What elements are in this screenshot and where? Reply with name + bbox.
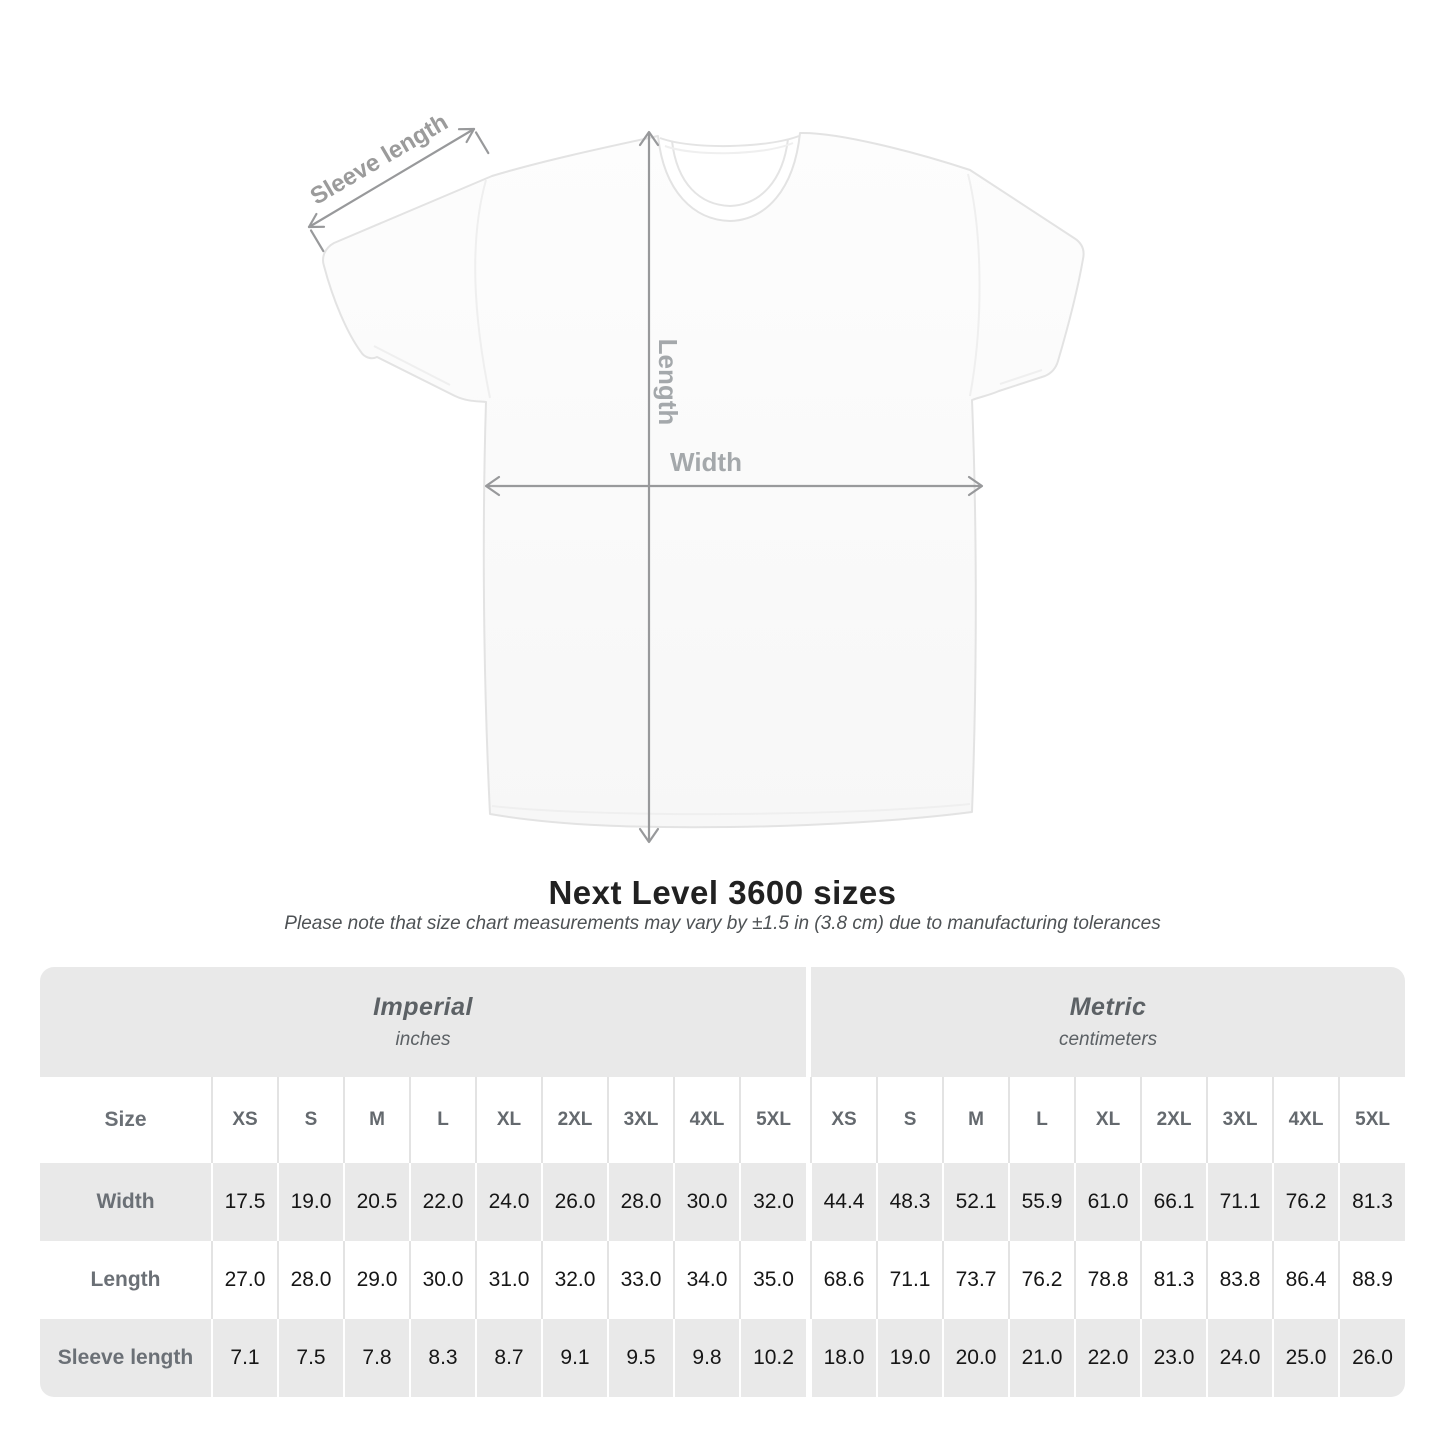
collar-back-line (660, 136, 799, 146)
length-imperial-xs: 27.0 (212, 1241, 278, 1319)
length-metric-2xl: 81.3 (1141, 1241, 1207, 1319)
width-row (40, 1163, 1405, 1241)
sleeve-imperial-2xl: 9.1 (542, 1319, 608, 1397)
length-imperial-s: 28.0 (278, 1241, 344, 1319)
length-metric-5xl: 88.9 (1339, 1241, 1405, 1319)
length-metric-s: 71.1 (877, 1241, 943, 1319)
metric-col-header-3xl: 3XL (1207, 1077, 1273, 1163)
width-metric-l: 55.9 (1009, 1163, 1075, 1241)
sleeve-length-label: Sleeve length (305, 108, 453, 211)
width-metric-xs: 44.4 (811, 1163, 877, 1241)
length-imperial-4xl: 34.0 (674, 1241, 740, 1319)
sleeve-imperial-m: 7.8 (344, 1319, 410, 1397)
sleeve-metric-xl: 22.0 (1075, 1319, 1141, 1397)
width-imperial-xl: 24.0 (476, 1163, 542, 1241)
size-chart-title: Next Level 3600 sizes (548, 874, 897, 911)
row-label-sleeve-length: Sleeve length (40, 1319, 212, 1397)
length-metric-4xl: 86.4 (1273, 1241, 1339, 1319)
length-metric-3xl: 83.8 (1207, 1241, 1273, 1319)
length-imperial-l: 30.0 (410, 1241, 476, 1319)
length-label: Length (653, 338, 683, 426)
length-imperial-5xl: 35.0 (740, 1241, 806, 1319)
imperial-section-header (40, 967, 806, 1077)
sleeve-metric-l: 21.0 (1009, 1319, 1075, 1397)
metric-col-header-l: L (1009, 1077, 1075, 1163)
sleeve-imperial-s: 7.5 (278, 1319, 344, 1397)
unit-band-row (40, 967, 1405, 1077)
sleeve-metric-2xl: 23.0 (1141, 1319, 1207, 1397)
imperial-section-unit: inches (395, 1029, 451, 1050)
tshirt-graphic (323, 133, 1084, 827)
sleeve-length-row (40, 1319, 1405, 1397)
sleeve-imperial-3xl: 9.5 (608, 1319, 674, 1397)
width-metric-m: 52.1 (943, 1163, 1009, 1241)
width-metric-xl: 61.0 (1075, 1163, 1141, 1241)
metric-col-header-s: S (877, 1077, 943, 1163)
sleeve-imperial-l: 8.3 (410, 1319, 476, 1397)
imperial-col-header-4xl: 4XL (674, 1077, 740, 1163)
width-imperial-m: 20.5 (344, 1163, 410, 1241)
width-metric-3xl: 71.1 (1207, 1163, 1273, 1241)
sleeve-metric-5xl: 26.0 (1339, 1319, 1405, 1397)
size-chart-table (40, 967, 1405, 1397)
width-metric-s: 48.3 (877, 1163, 943, 1241)
width-imperial-s: 19.0 (278, 1163, 344, 1241)
length-imperial-2xl: 32.0 (542, 1241, 608, 1319)
metric-section-title: Metric (1069, 993, 1147, 1021)
imperial-col-header-3xl: 3XL (608, 1077, 674, 1163)
length-metric-l: 76.2 (1009, 1241, 1075, 1319)
width-imperial-3xl: 28.0 (608, 1163, 674, 1241)
metric-col-header-4xl: 4XL (1273, 1077, 1339, 1163)
imperial-section-title: Imperial (373, 993, 473, 1021)
width-imperial-xs: 17.5 (212, 1163, 278, 1241)
size-chart-table-container (40, 967, 1405, 1397)
metric-col-header-xl: XL (1075, 1077, 1141, 1163)
size-corner-label: Size (40, 1077, 212, 1163)
imperial-col-header-xl: XL (476, 1077, 542, 1163)
width-imperial-4xl: 30.0 (674, 1163, 740, 1241)
metric-section-header (811, 967, 1405, 1077)
metric-col-header-xs: XS (811, 1077, 877, 1163)
length-metric-m: 73.7 (943, 1241, 1009, 1319)
width-imperial-l: 22.0 (410, 1163, 476, 1241)
length-imperial-m: 29.0 (344, 1241, 410, 1319)
tshirt-body (323, 133, 1084, 827)
imperial-col-header-s: S (278, 1077, 344, 1163)
length-metric-xl: 78.8 (1075, 1241, 1141, 1319)
length-imperial-3xl: 33.0 (608, 1241, 674, 1319)
imperial-col-header-l: L (410, 1077, 476, 1163)
imperial-col-header-xs: XS (212, 1077, 278, 1163)
metric-col-header-m: M (943, 1077, 1009, 1163)
width-metric-5xl: 81.3 (1339, 1163, 1405, 1241)
size-header-row (40, 1077, 1405, 1163)
length-row (40, 1241, 1405, 1319)
metric-col-header-5xl: 5XL (1339, 1077, 1405, 1163)
sleeve-metric-xs: 18.0 (811, 1319, 877, 1397)
width-metric-4xl: 76.2 (1273, 1163, 1339, 1241)
width-imperial-2xl: 26.0 (542, 1163, 608, 1241)
sleeve-metric-3xl: 24.0 (1207, 1319, 1273, 1397)
sleeve-imperial-4xl: 9.8 (674, 1319, 740, 1397)
width-label: Width (670, 447, 742, 477)
width-imperial-5xl: 32.0 (740, 1163, 806, 1241)
length-imperial-xl: 31.0 (476, 1241, 542, 1319)
sleeve-metric-4xl: 25.0 (1273, 1319, 1339, 1397)
metric-col-header-2xl: 2XL (1141, 1077, 1207, 1163)
sleeve-metric-m: 20.0 (943, 1319, 1009, 1397)
imperial-col-header-m: M (344, 1077, 410, 1163)
imperial-col-header-2xl: 2XL (542, 1077, 608, 1163)
tolerance-note: Please note that size chart measurements may vary by ±1.5 in (3.8 cm) due to manufacturing tolerances (284, 913, 1161, 934)
length-metric-xs: 68.6 (811, 1241, 877, 1319)
sleeve-metric-s: 19.0 (877, 1319, 943, 1397)
sleeve-imperial-xl: 8.7 (476, 1319, 542, 1397)
imperial-col-header-5xl: 5XL (740, 1077, 806, 1163)
row-label-length: Length (40, 1241, 212, 1319)
sleeve-imperial-xs: 7.1 (212, 1319, 278, 1397)
row-label-width: Width (40, 1163, 212, 1241)
sleeve-imperial-5xl: 10.2 (740, 1319, 806, 1397)
width-metric-2xl: 66.1 (1141, 1163, 1207, 1241)
metric-section-unit: centimeters (1058, 1029, 1158, 1050)
